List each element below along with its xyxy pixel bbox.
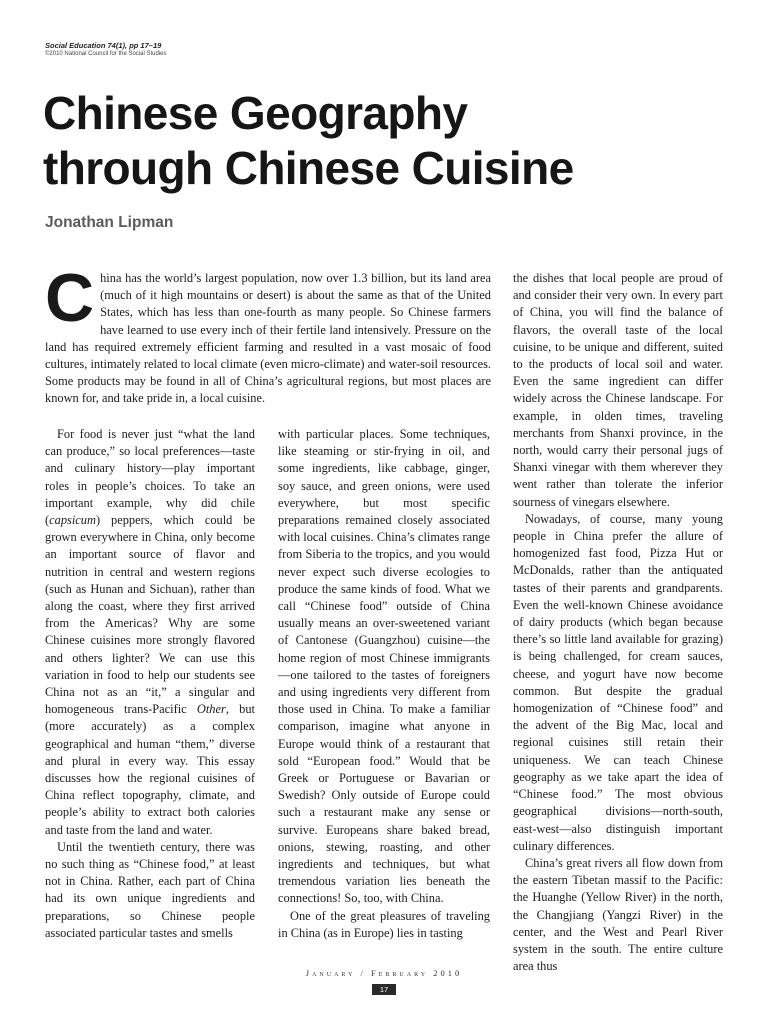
intro-text: hina has the world’s largest population, now over 1.3 billion, but its land area (much of it high mountains or desert) is about the same as that of the United States, which has less than one-fourth as many people. So Chinese farmers have learned to use every inch of their fertile land intensively. Pressure on the land has required extremely efficient farming and resulted in a vast mosaic of food cultures, intimately related to local climate (even micro-climate) and water-soil resources. Some products may be found in all of China’s agricultural regions, but most places are known for, and take pride in, a local cuisine. <box>45 271 491 406</box>
column-2 <box>278 426 490 942</box>
paragraph: One of the great pleasures of traveling in China (as in Europe) lies in tasting <box>278 908 490 940</box>
paragraph: with particular places. Some techniques, like steaming or stir-frying in oil, and some ingredients, like cabbage, ginger, soy sauce, and green onions, were used everywhere, but most specific preparations remained closely associated with local cuisines. China’s climates range from Siberia to the tropics, and you would never expect such diverse ecologies to produce the same kinds of food. What we call “Chinese food” outside of China usually means an over-sweetened variant of Cantonese (Guangzhou) cuisine—the home region of most Chinese immigrants—one tailored to the tastes of foreigners and using ingredients very different from those used in China. To make a familiar comparison, imagine what anyone in Europe would think of a restaurant that sold “European food.” Would that be Greek or Portuguese or Bavarian or Swedish? Only outside of Europe could such a restaurant make any sense or survive. Europeans share baked bread, onions, stewing, roasting, and other ingredients and techniques, but what tremendous variation lies beneath the connections! So, too, with China. <box>278 427 490 906</box>
paragraph: the dishes that local people are proud of and consider their very own. In every part of China, you will find the balance of flavors, the overall taste of the local cuisine, to be unique and different, suited to the products of local soil and water. Even the same ingredient can differ widely across the Chinese landscape. For example, in olden times, traveling merchants from Shanxi province, in the north, would carry their personal jugs of Shanxi vinegar with them wherever they went rather than tolerate the inferior sourness of vinegars elsewhere. <box>513 271 723 509</box>
journal-citation: Social Education 74(1), pp 17–19 <box>45 41 162 50</box>
drop-cap: C <box>45 260 95 336</box>
journal-header <box>45 41 167 58</box>
page-number: 17 <box>372 984 396 995</box>
paragraph: For food is never just “what the land can produce,” so local preferences—taste and culinary history—play important roles in people’s choices. To take an important example, why did chile (capsicum) peppers, which could be grown everywhere in China, only become an important source of flavor and nutrition in central and western regions (such as Hunan and Sichuan), rather than along the coast, where they first arrived from the Americas? Why are some Chinese cuisines more strongly flavored and others lighter? We can use this variation in food to help our students see China not as an “it,” a singular and homogeneous trans-Pacific Other, but (more accurately) as a complex geographical and human “them,” diverse and plural in every way. This essay discusses how the regional cuisines of China reflect topography, climate, and people’s ability to extract both calories and taste from the land and water. <box>45 427 255 837</box>
issue-date: January / February 2010 <box>305 968 463 978</box>
emphasis-text: capsicum <box>49 513 96 528</box>
copyright-notice: ©2010 National Council for the Social Studies <box>45 51 167 57</box>
paragraph: Until the twentieth century, there was no such thing as “Chinese food,” at least not in China. Rather, each part of China had its own unique ingredients and preparations, so Chinese people associated particular tastes and smells <box>45 839 255 940</box>
intro-paragraph <box>45 260 491 408</box>
title-line-1: Chinese Geography <box>43 87 468 139</box>
author-name: Jonathan Lipman <box>45 214 174 231</box>
emphasis-text: Other <box>196 702 226 717</box>
title-line-2: through Chinese Cuisine <box>43 142 574 194</box>
article-title <box>43 86 574 196</box>
column-3 <box>513 270 723 975</box>
paragraph: China’s great rivers all flow down from the eastern Tibetan massif to the Pacific: the Huanghe (Yellow River) in the north, the Changjiang (Yangzi River) in the center, and the West and Pearl River system in the south. The entire culture area thus <box>513 855 723 974</box>
column-1 <box>45 426 255 942</box>
paragraph: Nowadays, of course, many young people in China prefer the allure of homogenized fast food, Pizza Hut or McDonalds, rather than the antiquated tastes of their parents and grandparents. Even the well-known Chinese avoidance of dairy products (which began because there’s so little land available for grazing) is being challenged, for cream sauces, cheese, and yogurt have now become common. But despite the gradual homogenization of “Chinese food” and the advent of the Big Mac, local and regional cuisines still retain their uniqueness. We can teach Chinese geography as we take apart the idea of “Chinese food.” The most obvious geographical divisions—north-south, east-west—also distinguish important culinary differences. <box>513 511 723 853</box>
